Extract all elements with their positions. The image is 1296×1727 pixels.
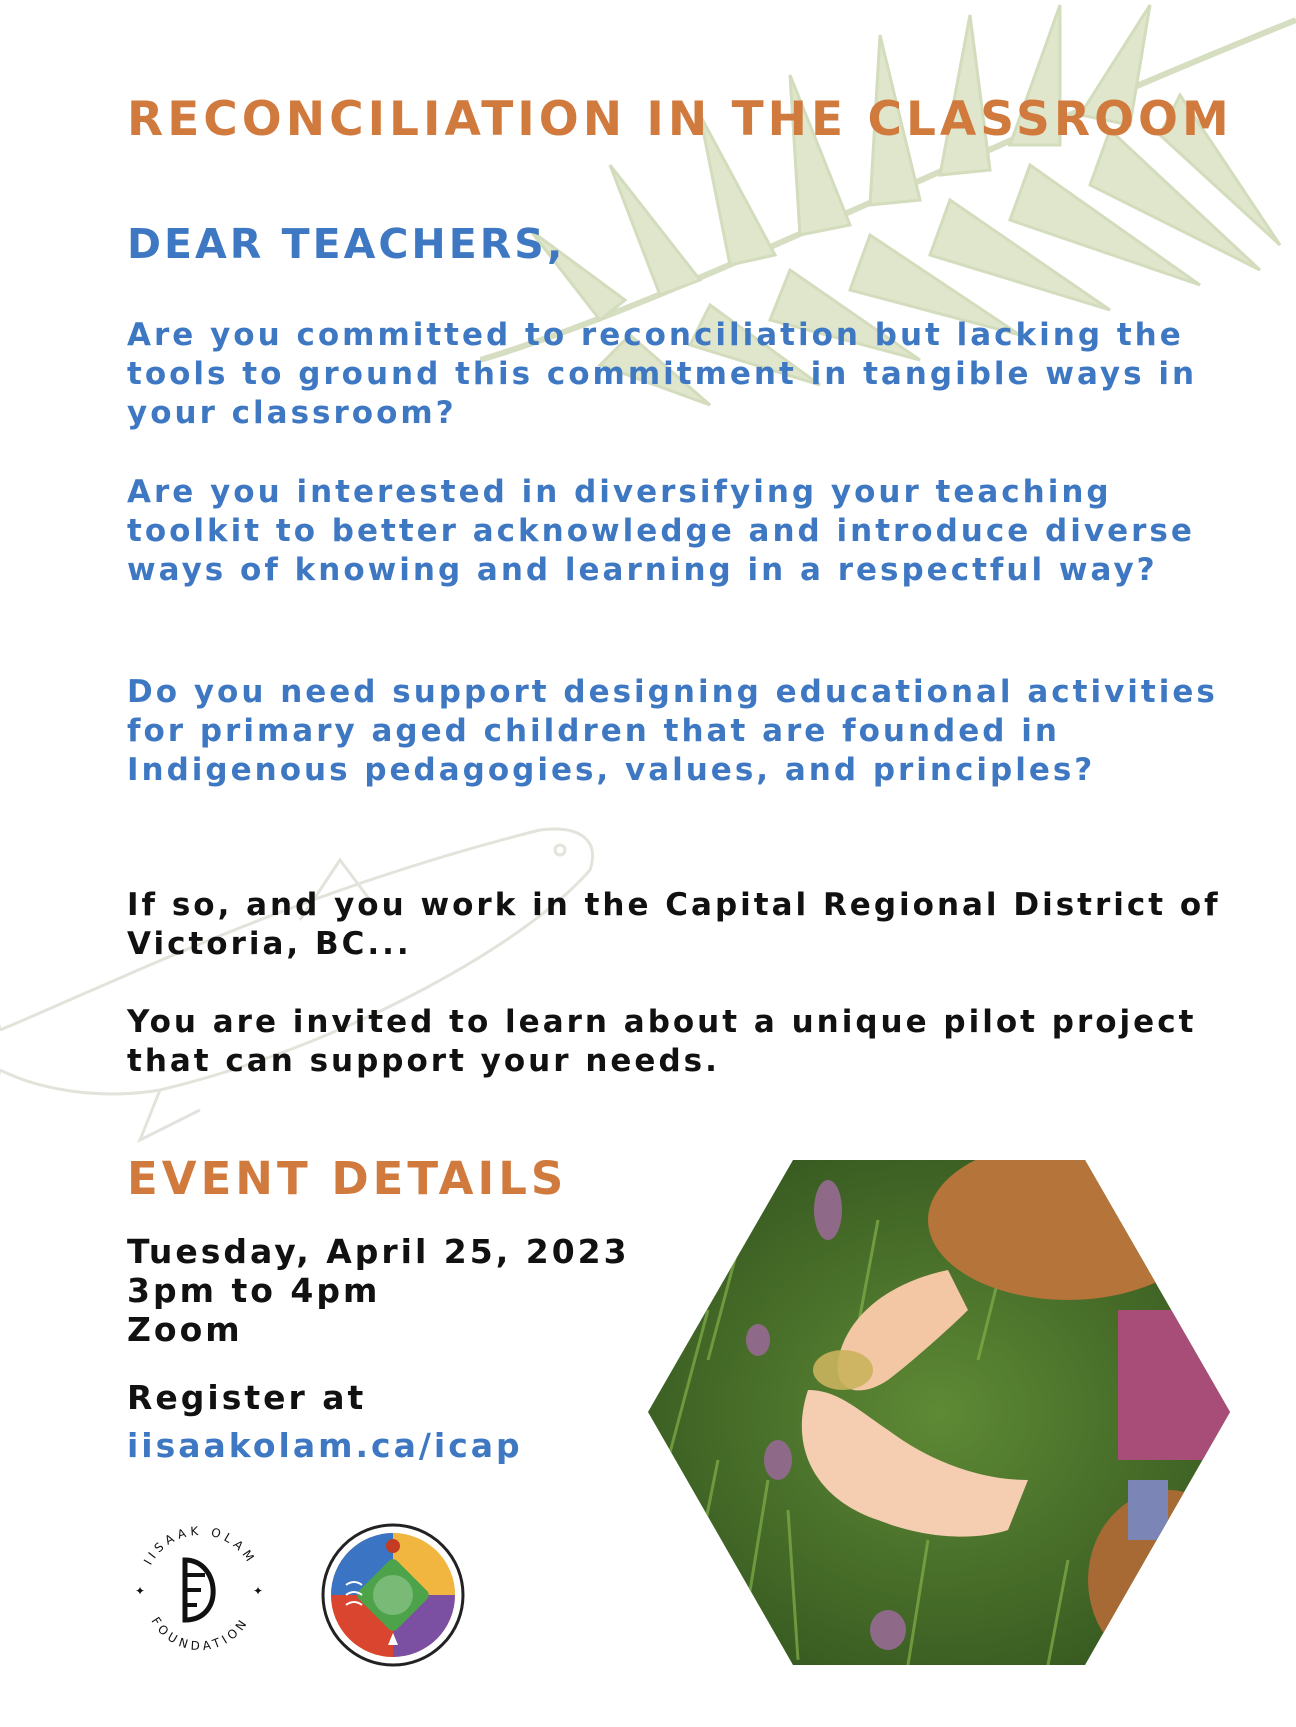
page-title: RECONCILIATION IN THE CLASSROOM	[127, 92, 1233, 147]
event-date: Tuesday, April 25, 2023	[127, 1232, 630, 1271]
event-time: 3pm to 4pm	[127, 1271, 381, 1310]
eligibility-text: If so, and you work in the Capital Regional District of Victoria, BC...	[127, 887, 1221, 962]
event-details	[127, 1232, 630, 1349]
svg-text:IISAAK OLAM: IISAAK OLAM	[140, 1523, 259, 1568]
invitation-text: You are invited to learn about a unique pilot project that can support your needs.	[127, 1004, 1197, 1079]
iisaak-olam-foundation-logo	[125, 1515, 275, 1665]
question-1: Are you committed to reconciliation but lacking the tools to ground this commitment in tangible ways in your classroom?	[127, 317, 1198, 431]
register-link[interactable]: iisaakolam.ca/icap	[127, 1426, 523, 1465]
svg-text:✦: ✦	[253, 1584, 264, 1598]
salmon-outline-background	[0, 810, 640, 1170]
question-2: Are you interested in diversifying your teaching toolkit to better acknowledge and introduce diverse ways of knowing and learning in a respectful way?	[127, 474, 1195, 588]
register-label: Register at	[127, 1378, 367, 1417]
question-3: Do you need support designing educational activities for primary aged children that are founded in Indigenous pedagogies, values, and principles?	[127, 674, 1218, 788]
hexagon-photo	[648, 1160, 1230, 1665]
event-location: Zoom	[127, 1310, 243, 1349]
svg-text:FOUNDATION: FOUNDATION	[148, 1614, 252, 1654]
event-details-heading: EVENT DETAILS	[127, 1152, 568, 1205]
program-medicine-wheel-logo	[318, 1520, 468, 1670]
greeting-heading: DEAR TEACHERS,	[127, 220, 566, 268]
svg-text:✦: ✦	[135, 1584, 146, 1598]
